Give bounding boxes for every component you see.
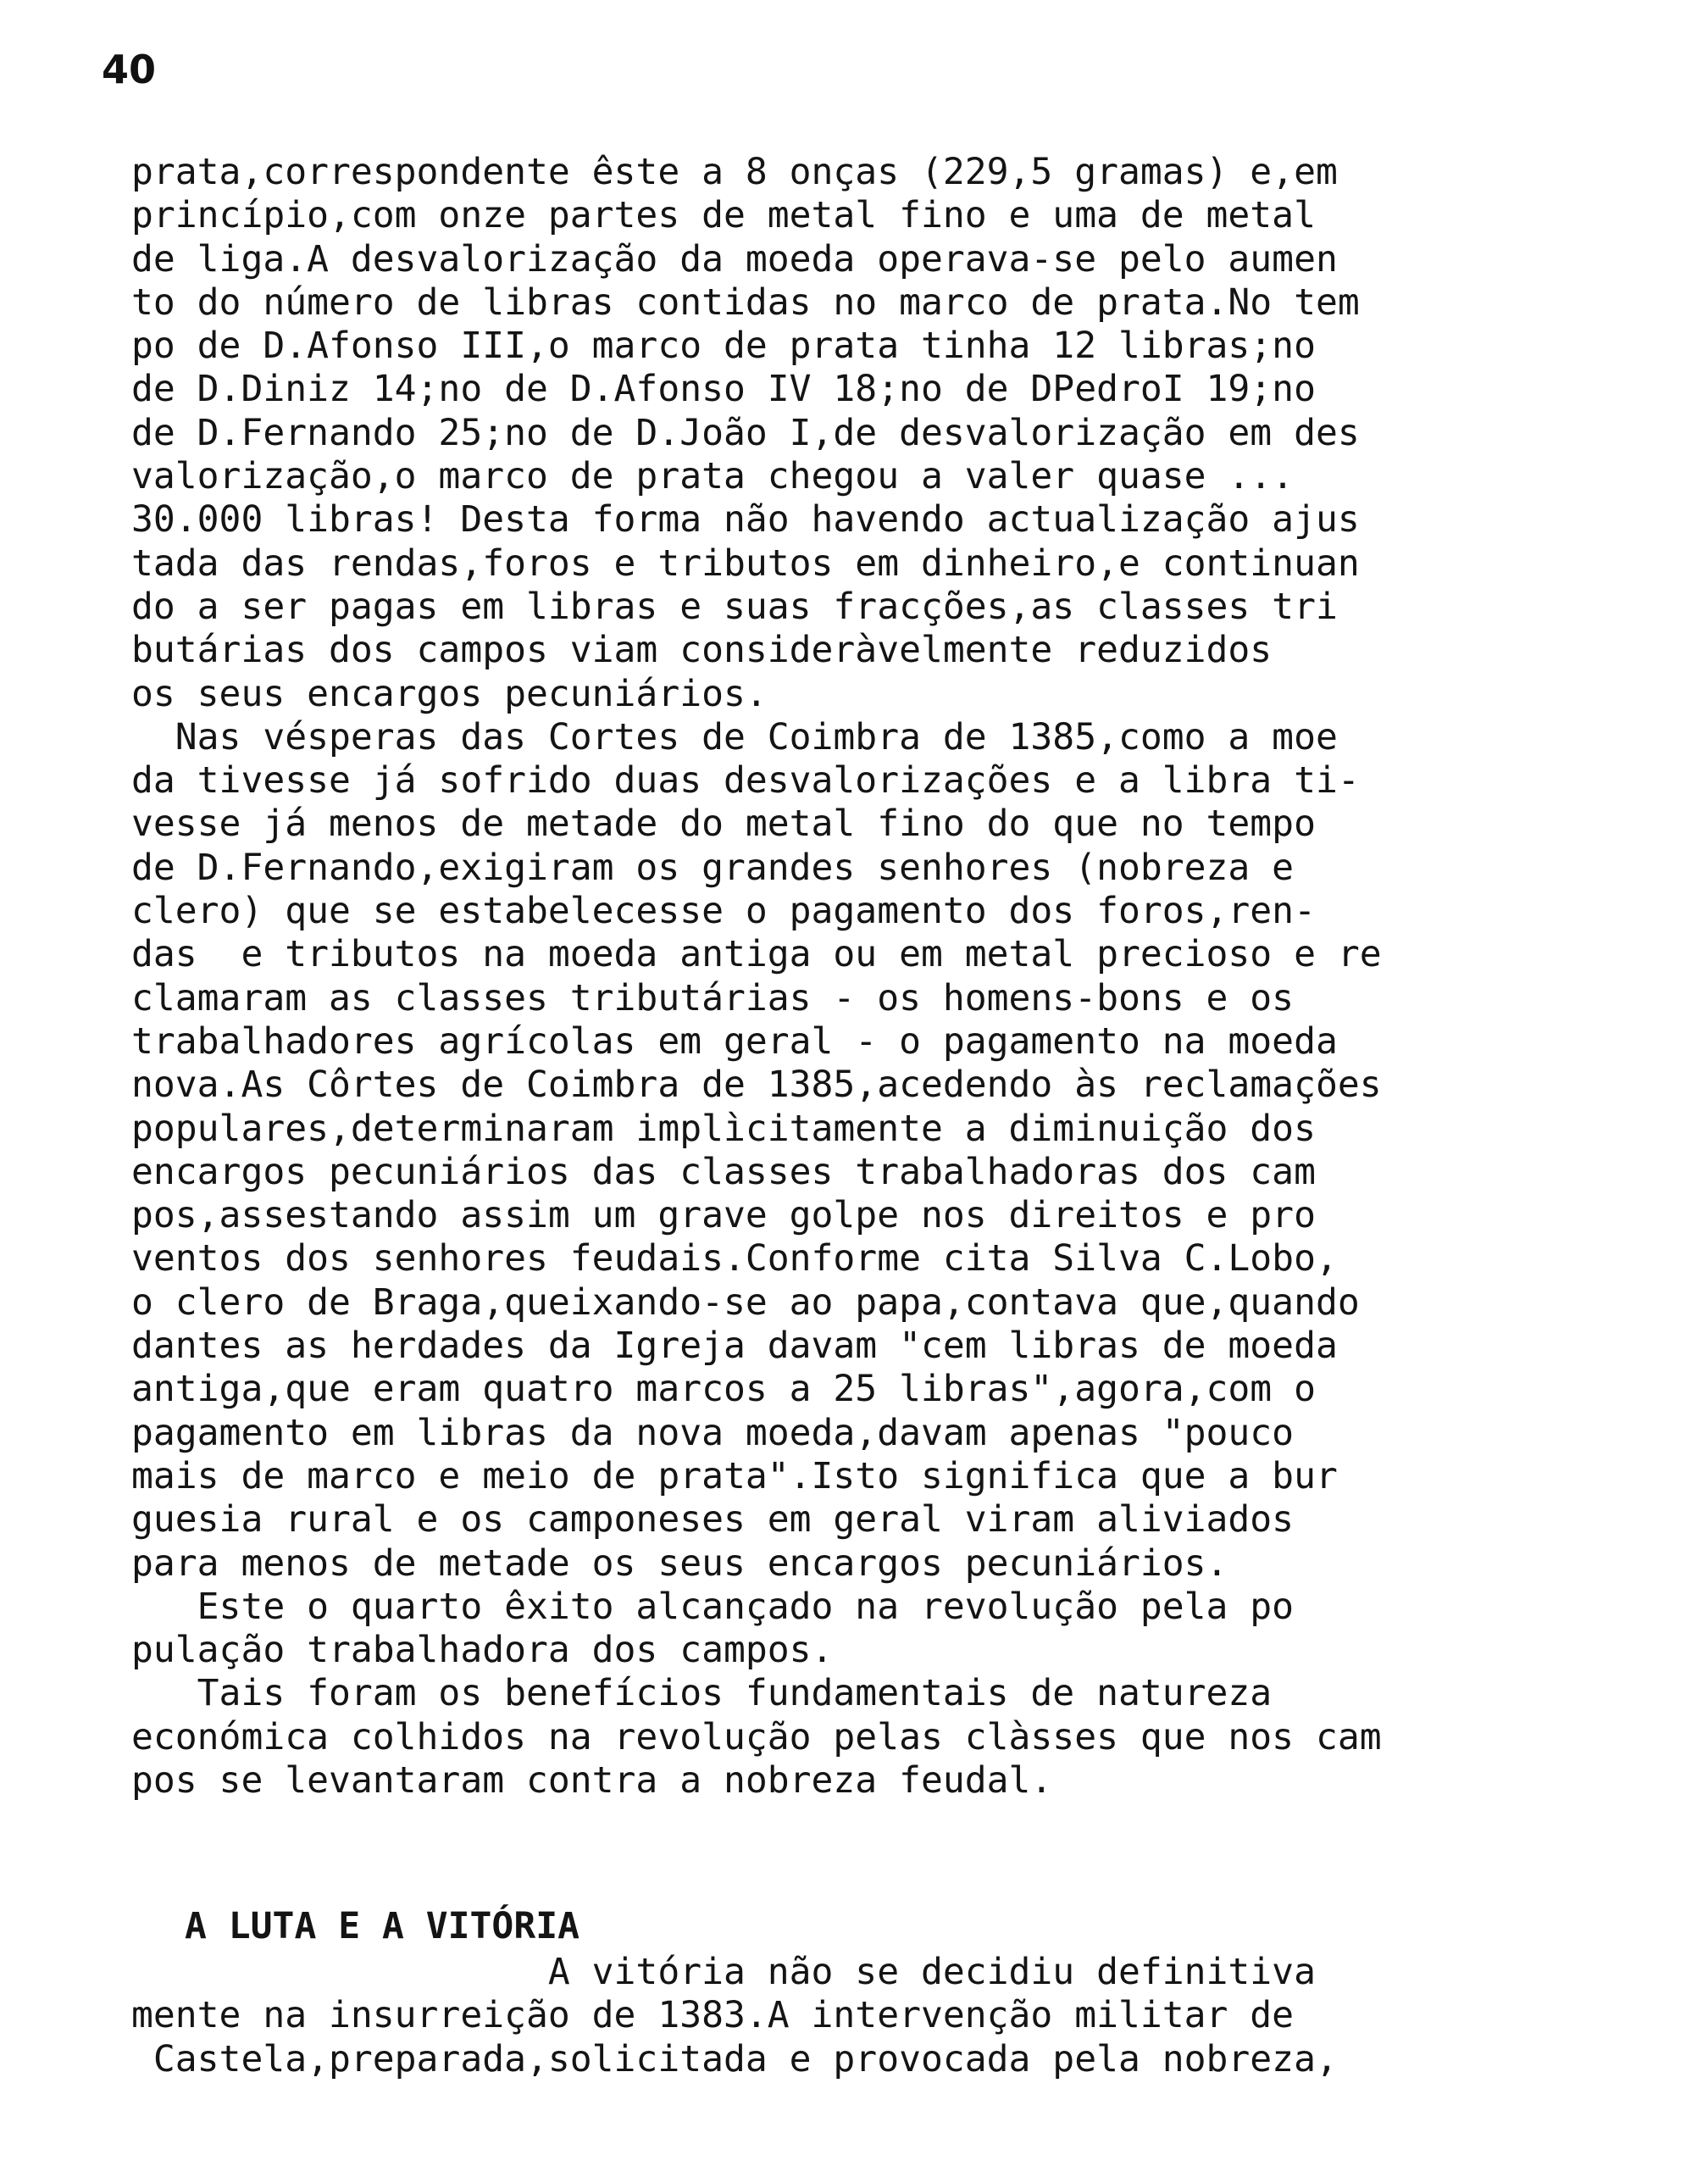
page-number: 40: [102, 47, 157, 92]
text-line: to do número de libras contidas no marco de prata.No tem: [131, 281, 1360, 324]
text-line: valorização,o marco de prata chegou a valer quase ...: [131, 455, 1295, 498]
text-line: vesse já menos de metade do metal fino do que no tempo: [131, 803, 1316, 846]
text-line: pos,assestando assim um grave golpe nos direitos e pro: [131, 1194, 1316, 1237]
text-line: ventos dos senhores feudais.Conforme cita Silva C.Lobo,: [131, 1237, 1338, 1280]
text-line: po de D.Afonso III,o marco de prata tinha 12 libras;no: [131, 325, 1316, 368]
text-line: Castela,preparada,solicitada e provocada pela nobreza,: [131, 2037, 1338, 2080]
text-line: tada das rendas,foros e tributos em dinheiro,e continuan: [131, 542, 1360, 585]
text-line: antiga,que eram quatro marcos a 25 libras",agora,com o: [131, 1368, 1316, 1411]
text-line: Este o quarto êxito alcançado na revolução pela po: [131, 1585, 1295, 1628]
text-line: os seus encargos pecuniários.: [131, 672, 768, 715]
text-line: de liga.A desvalorização da moeda operava-se pelo aumen: [131, 237, 1338, 281]
text-line: Nas vésperas das Cortes de Coimbra de 1385,como a moe: [131, 715, 1338, 758]
text-line: clamaram as classes tributárias - os homens-bons e os: [131, 976, 1295, 1019]
text-line: prata,correspondente êste a 8 onças (229,5 gramas) e,em: [131, 151, 1338, 193]
text-line: A vitória não se decidiu definitiva: [131, 1951, 1316, 1993]
text-line: mente na insurreição de 1383.A intervenção militar de: [131, 1994, 1295, 2037]
text-line: trabalhadores agrícolas em geral - o pagamento na moeda: [131, 1019, 1338, 1063]
text-line: pos se levantaram contra a nobreza feudal.: [131, 1758, 1053, 1802]
text-line: dantes as herdades da Igreja davam "cem libras de moeda: [131, 1325, 1338, 1368]
section-heading: A LUTA E A VITÓRIA: [185, 1905, 580, 1947]
text-line: mais de marco e meio de prata".Isto significa que a bur: [131, 1454, 1338, 1497]
text-line: de D.Fernando 25;no de D.João I,de desvalorização em des: [131, 411, 1360, 454]
text-line: de D.Diniz 14;no de D.Afonso IV 18;no de DPedroI 19;no: [131, 368, 1316, 411]
body-text: [131, 151, 1563, 1803]
text-line: princípio,com onze partes de metal fino e uma de metal: [131, 194, 1316, 237]
text-line: populares,determinaram implìcitamente a diminuição dos: [131, 1107, 1316, 1150]
text-line: Tais foram os benefícios fundamentais de natureza: [131, 1672, 1273, 1715]
text-line: 30.000 libras! Desta forma não havendo actualização ajus: [131, 498, 1360, 542]
text-line: encargos pecuniários das classes trabalhadoras dos cam: [131, 1150, 1316, 1193]
text-line: económica colhidos na revolução pelas clàsses que nos cam: [131, 1715, 1382, 1758]
text-line: de D.Fernando,exigiram os grandes senhores (nobreza e: [131, 846, 1295, 889]
text-line: das e tributos na moeda antiga ou em metal precioso e re: [131, 933, 1382, 976]
text-line: pagamento em libras da nova moeda,davam apenas "pouco: [131, 1411, 1295, 1454]
text-line: butárias dos campos viam consideràvelmente reduzidos: [131, 629, 1273, 672]
text-line: da tivesse já sofrido duas desvalorizações e a libra ti-: [131, 759, 1360, 803]
text-line: do a ser pagas em libras e suas fracções,as classes tri: [131, 585, 1338, 628]
text-line: para menos de metade os seus encargos pecuniários.: [131, 1541, 1228, 1585]
text-line: guesia rural e os camponeses em geral viram aliviados: [131, 1498, 1295, 1541]
section-text: [131, 1951, 1563, 2081]
text-line: nova.As Côrtes de Coimbra de 1385,acedendo às reclamações: [131, 1064, 1382, 1107]
text-line: o clero de Braga,queixando-se ao papa,contava que,quando: [131, 1280, 1360, 1324]
text-line: pulação trabalhadora dos campos.: [131, 1629, 834, 1672]
text-line: clero) que se estabelecesse o pagamento dos foros,ren-: [131, 890, 1316, 933]
